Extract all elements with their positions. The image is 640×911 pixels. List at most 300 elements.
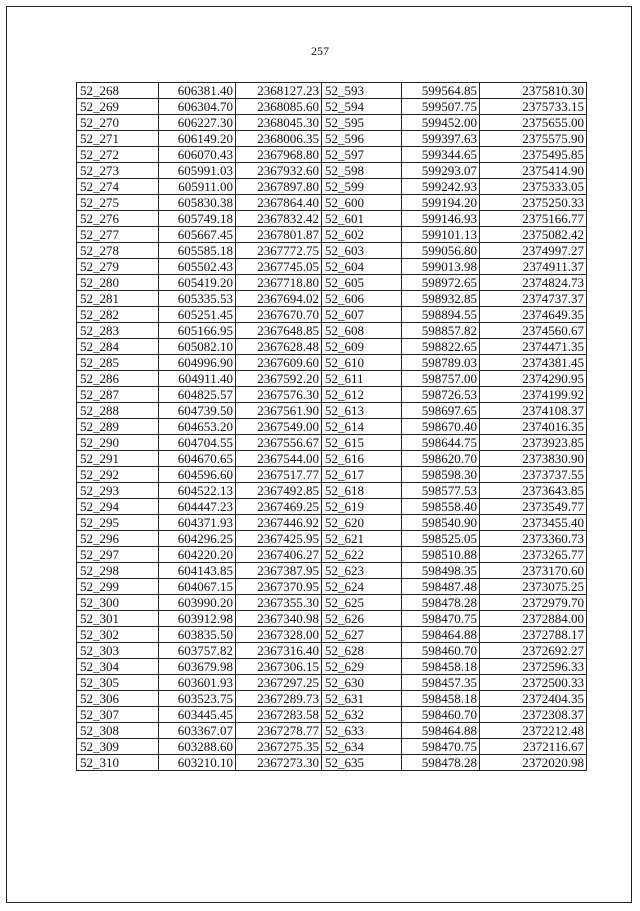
y-coordinate-right-cell: 2374471.35 bbox=[480, 339, 587, 355]
y-coordinate-right-cell: 2374649.35 bbox=[480, 307, 587, 323]
table-row bbox=[77, 115, 587, 131]
y-coordinate-left-cell: 2368006.35 bbox=[236, 131, 322, 147]
y-coordinate-right-cell: 2373455.40 bbox=[480, 515, 587, 531]
y-coordinate-right-cell: 2373549.77 bbox=[480, 499, 587, 515]
x-coordinate-right-cell: 599013.98 bbox=[402, 259, 480, 275]
x-coordinate-left-cell: 603445.45 bbox=[159, 707, 236, 723]
y-coordinate-left-cell: 2367670.70 bbox=[236, 307, 322, 323]
point-id-left-cell: 52_269 bbox=[77, 99, 159, 115]
x-coordinate-left-cell: 605991.03 bbox=[159, 163, 236, 179]
point-id-left-cell: 52_301 bbox=[77, 611, 159, 627]
y-coordinate-left-cell: 2367648.85 bbox=[236, 323, 322, 339]
point-id-right-cell: 52_611 bbox=[322, 371, 402, 387]
y-coordinate-left-cell: 2367772.75 bbox=[236, 243, 322, 259]
y-coordinate-right-cell: 2374560.67 bbox=[480, 323, 587, 339]
point-id-left-cell: 52_276 bbox=[77, 211, 159, 227]
point-id-left-cell: 52_273 bbox=[77, 163, 159, 179]
point-id-left-cell: 52_271 bbox=[77, 131, 159, 147]
x-coordinate-right-cell: 598644.75 bbox=[402, 435, 480, 451]
y-coordinate-right-cell: 2372884.00 bbox=[480, 611, 587, 627]
x-coordinate-left-cell: 603601.93 bbox=[159, 675, 236, 691]
x-coordinate-left-cell: 604704.55 bbox=[159, 435, 236, 451]
y-coordinate-left-cell: 2367469.25 bbox=[236, 499, 322, 515]
y-coordinate-right-cell: 2372308.37 bbox=[480, 707, 587, 723]
x-coordinate-left-cell: 606149.20 bbox=[159, 131, 236, 147]
table-row bbox=[77, 323, 587, 339]
point-id-right-cell: 52_602 bbox=[322, 227, 402, 243]
point-id-left-cell: 52_308 bbox=[77, 723, 159, 739]
point-id-left-cell: 52_297 bbox=[77, 547, 159, 563]
table-row bbox=[77, 483, 587, 499]
y-coordinate-left-cell: 2367370.95 bbox=[236, 579, 322, 595]
y-coordinate-left-cell: 2367316.40 bbox=[236, 643, 322, 659]
y-coordinate-right-cell: 2373737.55 bbox=[480, 467, 587, 483]
x-coordinate-right-cell: 598558.40 bbox=[402, 499, 480, 515]
point-id-right-cell: 52_608 bbox=[322, 323, 402, 339]
table-row bbox=[77, 515, 587, 531]
y-coordinate-left-cell: 2367556.67 bbox=[236, 435, 322, 451]
y-coordinate-left-cell: 2367278.77 bbox=[236, 723, 322, 739]
table-row bbox=[77, 339, 587, 355]
table-row bbox=[77, 403, 587, 419]
table-row bbox=[77, 499, 587, 515]
point-id-left-cell: 52_296 bbox=[77, 531, 159, 547]
x-coordinate-left-cell: 605749.18 bbox=[159, 211, 236, 227]
y-coordinate-right-cell: 2374108.37 bbox=[480, 403, 587, 419]
point-id-right-cell: 52_598 bbox=[322, 163, 402, 179]
point-id-right-cell: 52_621 bbox=[322, 531, 402, 547]
y-coordinate-left-cell: 2367306.15 bbox=[236, 659, 322, 675]
point-id-left-cell: 52_307 bbox=[77, 707, 159, 723]
table-row bbox=[77, 691, 587, 707]
x-coordinate-right-cell: 598540.90 bbox=[402, 515, 480, 531]
x-coordinate-left-cell: 605166.95 bbox=[159, 323, 236, 339]
point-id-right-cell: 52_618 bbox=[322, 483, 402, 499]
point-id-right-cell: 52_625 bbox=[322, 595, 402, 611]
x-coordinate-left-cell: 604996.90 bbox=[159, 355, 236, 371]
y-coordinate-right-cell: 2375575.90 bbox=[480, 131, 587, 147]
table-row bbox=[77, 755, 587, 771]
y-coordinate-left-cell: 2367576.30 bbox=[236, 387, 322, 403]
x-coordinate-right-cell: 598478.28 bbox=[402, 755, 480, 771]
y-coordinate-right-cell: 2375414.90 bbox=[480, 163, 587, 179]
x-coordinate-right-cell: 598458.18 bbox=[402, 659, 480, 675]
point-id-left-cell: 52_287 bbox=[77, 387, 159, 403]
y-coordinate-left-cell: 2367718.80 bbox=[236, 275, 322, 291]
table-row bbox=[77, 547, 587, 563]
point-id-left-cell: 52_268 bbox=[77, 83, 159, 99]
y-coordinate-left-cell: 2367561.90 bbox=[236, 403, 322, 419]
x-coordinate-right-cell: 598464.88 bbox=[402, 627, 480, 643]
point-id-right-cell: 52_629 bbox=[322, 659, 402, 675]
point-id-right-cell: 52_605 bbox=[322, 275, 402, 291]
x-coordinate-left-cell: 605502.43 bbox=[159, 259, 236, 275]
x-coordinate-right-cell: 598822.65 bbox=[402, 339, 480, 355]
x-coordinate-right-cell: 598498.35 bbox=[402, 563, 480, 579]
y-coordinate-right-cell: 2374016.35 bbox=[480, 419, 587, 435]
table-row bbox=[77, 275, 587, 291]
table-row bbox=[77, 179, 587, 195]
table-row bbox=[77, 243, 587, 259]
y-coordinate-right-cell: 2375733.15 bbox=[480, 99, 587, 115]
point-id-left-cell: 52_288 bbox=[77, 403, 159, 419]
x-coordinate-right-cell: 598457.35 bbox=[402, 675, 480, 691]
x-coordinate-left-cell: 605082.10 bbox=[159, 339, 236, 355]
point-id-right-cell: 52_610 bbox=[322, 355, 402, 371]
y-coordinate-right-cell: 2375166.77 bbox=[480, 211, 587, 227]
x-coordinate-left-cell: 603912.98 bbox=[159, 611, 236, 627]
point-id-left-cell: 52_306 bbox=[77, 691, 159, 707]
x-coordinate-right-cell: 598510.88 bbox=[402, 547, 480, 563]
point-id-right-cell: 52_604 bbox=[322, 259, 402, 275]
point-id-left-cell: 52_292 bbox=[77, 467, 159, 483]
x-coordinate-left-cell: 603367.07 bbox=[159, 723, 236, 739]
point-id-right-cell: 52_632 bbox=[322, 707, 402, 723]
table-row bbox=[77, 435, 587, 451]
point-id-right-cell: 52_614 bbox=[322, 419, 402, 435]
y-coordinate-right-cell: 2373830.90 bbox=[480, 451, 587, 467]
y-coordinate-left-cell: 2367387.95 bbox=[236, 563, 322, 579]
point-id-left-cell: 52_302 bbox=[77, 627, 159, 643]
point-id-right-cell: 52_607 bbox=[322, 307, 402, 323]
point-id-right-cell: 52_615 bbox=[322, 435, 402, 451]
point-id-right-cell: 52_627 bbox=[322, 627, 402, 643]
x-coordinate-right-cell: 599242.93 bbox=[402, 179, 480, 195]
page-number: 257 bbox=[311, 44, 329, 58]
point-id-left-cell: 52_285 bbox=[77, 355, 159, 371]
table-row bbox=[77, 163, 587, 179]
y-coordinate-right-cell: 2372020.98 bbox=[480, 755, 587, 771]
point-id-right-cell: 52_603 bbox=[322, 243, 402, 259]
point-id-left-cell: 52_289 bbox=[77, 419, 159, 435]
y-coordinate-right-cell: 2372692.27 bbox=[480, 643, 587, 659]
point-id-left-cell: 52_277 bbox=[77, 227, 159, 243]
point-id-right-cell: 52_635 bbox=[322, 755, 402, 771]
x-coordinate-left-cell: 604670.65 bbox=[159, 451, 236, 467]
y-coordinate-left-cell: 2367289.73 bbox=[236, 691, 322, 707]
table-row bbox=[77, 355, 587, 371]
table-row bbox=[77, 659, 587, 675]
table-row bbox=[77, 563, 587, 579]
y-coordinate-right-cell: 2372596.33 bbox=[480, 659, 587, 675]
point-id-right-cell: 52_613 bbox=[322, 403, 402, 419]
x-coordinate-right-cell: 599507.75 bbox=[402, 99, 480, 115]
x-coordinate-right-cell: 598460.70 bbox=[402, 643, 480, 659]
point-id-left-cell: 52_304 bbox=[77, 659, 159, 675]
point-id-left-cell: 52_305 bbox=[77, 675, 159, 691]
y-coordinate-left-cell: 2367275.35 bbox=[236, 739, 322, 755]
point-id-left-cell: 52_280 bbox=[77, 275, 159, 291]
point-id-right-cell: 52_596 bbox=[322, 131, 402, 147]
y-coordinate-right-cell: 2372212.48 bbox=[480, 723, 587, 739]
point-id-right-cell: 52_595 bbox=[322, 115, 402, 131]
x-coordinate-left-cell: 606227.30 bbox=[159, 115, 236, 131]
y-coordinate-right-cell: 2373265.77 bbox=[480, 547, 587, 563]
y-coordinate-left-cell: 2367297.25 bbox=[236, 675, 322, 691]
point-id-right-cell: 52_609 bbox=[322, 339, 402, 355]
x-coordinate-left-cell: 606381.40 bbox=[159, 83, 236, 99]
point-id-right-cell: 52_623 bbox=[322, 563, 402, 579]
point-id-right-cell: 52_633 bbox=[322, 723, 402, 739]
y-coordinate-left-cell: 2367283.58 bbox=[236, 707, 322, 723]
x-coordinate-right-cell: 598726.53 bbox=[402, 387, 480, 403]
x-coordinate-right-cell: 598487.48 bbox=[402, 579, 480, 595]
coordinates-table bbox=[76, 82, 587, 771]
table-row bbox=[77, 195, 587, 211]
x-coordinate-left-cell: 604825.57 bbox=[159, 387, 236, 403]
table-row bbox=[77, 627, 587, 643]
y-coordinate-right-cell: 2372500.33 bbox=[480, 675, 587, 691]
y-coordinate-left-cell: 2367968.80 bbox=[236, 147, 322, 163]
y-coordinate-right-cell: 2375082.42 bbox=[480, 227, 587, 243]
x-coordinate-left-cell: 603210.10 bbox=[159, 755, 236, 771]
y-coordinate-left-cell: 2367355.30 bbox=[236, 595, 322, 611]
y-coordinate-right-cell: 2373923.85 bbox=[480, 435, 587, 451]
point-id-left-cell: 52_298 bbox=[77, 563, 159, 579]
y-coordinate-left-cell: 2367492.85 bbox=[236, 483, 322, 499]
x-coordinate-right-cell: 598857.82 bbox=[402, 323, 480, 339]
table-row bbox=[77, 259, 587, 275]
point-id-left-cell: 52_282 bbox=[77, 307, 159, 323]
table-row bbox=[77, 611, 587, 627]
x-coordinate-left-cell: 605667.45 bbox=[159, 227, 236, 243]
x-coordinate-left-cell: 604911.40 bbox=[159, 371, 236, 387]
y-coordinate-right-cell: 2374381.45 bbox=[480, 355, 587, 371]
y-coordinate-left-cell: 2367745.05 bbox=[236, 259, 322, 275]
x-coordinate-left-cell: 606070.43 bbox=[159, 147, 236, 163]
x-coordinate-right-cell: 599146.93 bbox=[402, 211, 480, 227]
table-row bbox=[77, 291, 587, 307]
x-coordinate-left-cell: 604739.50 bbox=[159, 403, 236, 419]
point-id-left-cell: 52_286 bbox=[77, 371, 159, 387]
coordinates-table-body bbox=[77, 83, 587, 771]
x-coordinate-left-cell: 605419.20 bbox=[159, 275, 236, 291]
table-row bbox=[77, 419, 587, 435]
point-id-left-cell: 52_295 bbox=[77, 515, 159, 531]
table-row bbox=[77, 83, 587, 99]
x-coordinate-right-cell: 598932.85 bbox=[402, 291, 480, 307]
point-id-right-cell: 52_601 bbox=[322, 211, 402, 227]
table-row bbox=[77, 307, 587, 323]
table-row bbox=[77, 387, 587, 403]
table-row bbox=[77, 723, 587, 739]
x-coordinate-right-cell: 598464.88 bbox=[402, 723, 480, 739]
table-row bbox=[77, 739, 587, 755]
y-coordinate-right-cell: 2373170.60 bbox=[480, 563, 587, 579]
y-coordinate-right-cell: 2372404.35 bbox=[480, 691, 587, 707]
x-coordinate-right-cell: 598577.53 bbox=[402, 483, 480, 499]
table-row bbox=[77, 707, 587, 723]
x-coordinate-right-cell: 598470.75 bbox=[402, 611, 480, 627]
y-coordinate-right-cell: 2375655.00 bbox=[480, 115, 587, 131]
y-coordinate-left-cell: 2367609.60 bbox=[236, 355, 322, 371]
point-id-left-cell: 52_275 bbox=[77, 195, 159, 211]
x-coordinate-left-cell: 604220.20 bbox=[159, 547, 236, 563]
point-id-right-cell: 52_628 bbox=[322, 643, 402, 659]
point-id-left-cell: 52_291 bbox=[77, 451, 159, 467]
x-coordinate-left-cell: 603523.75 bbox=[159, 691, 236, 707]
x-coordinate-left-cell: 605911.00 bbox=[159, 179, 236, 195]
table-row bbox=[77, 579, 587, 595]
x-coordinate-right-cell: 598894.55 bbox=[402, 307, 480, 323]
y-coordinate-left-cell: 2367273.30 bbox=[236, 755, 322, 771]
y-coordinate-right-cell: 2374997.27 bbox=[480, 243, 587, 259]
point-id-left-cell: 52_270 bbox=[77, 115, 159, 131]
x-coordinate-right-cell: 599101.13 bbox=[402, 227, 480, 243]
x-coordinate-right-cell: 599344.65 bbox=[402, 147, 480, 163]
x-coordinate-left-cell: 604596.60 bbox=[159, 467, 236, 483]
point-id-left-cell: 52_293 bbox=[77, 483, 159, 499]
x-coordinate-left-cell: 604522.13 bbox=[159, 483, 236, 499]
x-coordinate-right-cell: 598757.00 bbox=[402, 371, 480, 387]
x-coordinate-left-cell: 604653.20 bbox=[159, 419, 236, 435]
y-coordinate-left-cell: 2367897.80 bbox=[236, 179, 322, 195]
point-id-right-cell: 52_634 bbox=[322, 739, 402, 755]
x-coordinate-left-cell: 605335.53 bbox=[159, 291, 236, 307]
x-coordinate-left-cell: 606304.70 bbox=[159, 99, 236, 115]
y-coordinate-right-cell: 2375333.05 bbox=[480, 179, 587, 195]
y-coordinate-left-cell: 2367446.92 bbox=[236, 515, 322, 531]
table-row bbox=[77, 131, 587, 147]
x-coordinate-left-cell: 605830.38 bbox=[159, 195, 236, 211]
table-row bbox=[77, 531, 587, 547]
y-coordinate-right-cell: 2375250.33 bbox=[480, 195, 587, 211]
y-coordinate-left-cell: 2367801.87 bbox=[236, 227, 322, 243]
x-coordinate-right-cell: 598598.30 bbox=[402, 467, 480, 483]
x-coordinate-right-cell: 598670.40 bbox=[402, 419, 480, 435]
x-coordinate-right-cell: 599056.80 bbox=[402, 243, 480, 259]
x-coordinate-left-cell: 604296.25 bbox=[159, 531, 236, 547]
y-coordinate-left-cell: 2367340.98 bbox=[236, 611, 322, 627]
table-row bbox=[77, 595, 587, 611]
table-row bbox=[77, 643, 587, 659]
table-row bbox=[77, 99, 587, 115]
x-coordinate-right-cell: 598470.75 bbox=[402, 739, 480, 755]
y-coordinate-left-cell: 2367406.27 bbox=[236, 547, 322, 563]
x-coordinate-left-cell: 605251.45 bbox=[159, 307, 236, 323]
point-id-right-cell: 52_597 bbox=[322, 147, 402, 163]
point-id-right-cell: 52_600 bbox=[322, 195, 402, 211]
table-row bbox=[77, 371, 587, 387]
y-coordinate-left-cell: 2367832.42 bbox=[236, 211, 322, 227]
y-coordinate-left-cell: 2367932.60 bbox=[236, 163, 322, 179]
x-coordinate-right-cell: 599564.85 bbox=[402, 83, 480, 99]
point-id-right-cell: 52_626 bbox=[322, 611, 402, 627]
y-coordinate-left-cell: 2367425.95 bbox=[236, 531, 322, 547]
x-coordinate-right-cell: 598789.03 bbox=[402, 355, 480, 371]
point-id-right-cell: 52_612 bbox=[322, 387, 402, 403]
x-coordinate-right-cell: 598972.65 bbox=[402, 275, 480, 291]
point-id-left-cell: 52_299 bbox=[77, 579, 159, 595]
point-id-right-cell: 52_617 bbox=[322, 467, 402, 483]
point-id-left-cell: 52_290 bbox=[77, 435, 159, 451]
x-coordinate-right-cell: 599452.00 bbox=[402, 115, 480, 131]
table-row bbox=[77, 227, 587, 243]
point-id-right-cell: 52_616 bbox=[322, 451, 402, 467]
y-coordinate-left-cell: 2367328.00 bbox=[236, 627, 322, 643]
table-row bbox=[77, 467, 587, 483]
y-coordinate-left-cell: 2367592.20 bbox=[236, 371, 322, 387]
y-coordinate-left-cell: 2367628.48 bbox=[236, 339, 322, 355]
y-coordinate-right-cell: 2374824.73 bbox=[480, 275, 587, 291]
x-coordinate-left-cell: 604067.15 bbox=[159, 579, 236, 595]
y-coordinate-left-cell: 2368045.30 bbox=[236, 115, 322, 131]
x-coordinate-left-cell: 604371.93 bbox=[159, 515, 236, 531]
x-coordinate-left-cell: 603835.50 bbox=[159, 627, 236, 643]
point-id-right-cell: 52_619 bbox=[322, 499, 402, 515]
point-id-left-cell: 52_278 bbox=[77, 243, 159, 259]
y-coordinate-right-cell: 2374199.92 bbox=[480, 387, 587, 403]
table-row bbox=[77, 147, 587, 163]
x-coordinate-right-cell: 598697.65 bbox=[402, 403, 480, 419]
point-id-left-cell: 52_309 bbox=[77, 739, 159, 755]
table-row bbox=[77, 451, 587, 467]
point-id-left-cell: 52_281 bbox=[77, 291, 159, 307]
x-coordinate-left-cell: 603757.82 bbox=[159, 643, 236, 659]
table-row bbox=[77, 675, 587, 691]
x-coordinate-left-cell: 603679.98 bbox=[159, 659, 236, 675]
point-id-left-cell: 52_300 bbox=[77, 595, 159, 611]
x-coordinate-left-cell: 604447.23 bbox=[159, 499, 236, 515]
y-coordinate-right-cell: 2374737.37 bbox=[480, 291, 587, 307]
x-coordinate-right-cell: 598525.05 bbox=[402, 531, 480, 547]
y-coordinate-left-cell: 2367517.77 bbox=[236, 467, 322, 483]
point-id-right-cell: 52_620 bbox=[322, 515, 402, 531]
y-coordinate-left-cell: 2367549.00 bbox=[236, 419, 322, 435]
y-coordinate-right-cell: 2373075.25 bbox=[480, 579, 587, 595]
point-id-right-cell: 52_630 bbox=[322, 675, 402, 691]
y-coordinate-left-cell: 2367864.40 bbox=[236, 195, 322, 211]
x-coordinate-left-cell: 603288.60 bbox=[159, 739, 236, 755]
x-coordinate-right-cell: 598478.28 bbox=[402, 595, 480, 611]
point-id-right-cell: 52_631 bbox=[322, 691, 402, 707]
point-id-left-cell: 52_310 bbox=[77, 755, 159, 771]
y-coordinate-right-cell: 2372788.17 bbox=[480, 627, 587, 643]
y-coordinate-right-cell: 2375495.85 bbox=[480, 147, 587, 163]
x-coordinate-right-cell: 598620.70 bbox=[402, 451, 480, 467]
point-id-left-cell: 52_279 bbox=[77, 259, 159, 275]
y-coordinate-right-cell: 2372116.67 bbox=[480, 739, 587, 755]
y-coordinate-right-cell: 2374290.95 bbox=[480, 371, 587, 387]
point-id-left-cell: 52_284 bbox=[77, 339, 159, 355]
x-coordinate-right-cell: 599397.63 bbox=[402, 131, 480, 147]
point-id-right-cell: 52_599 bbox=[322, 179, 402, 195]
x-coordinate-right-cell: 598460.70 bbox=[402, 707, 480, 723]
y-coordinate-right-cell: 2372979.70 bbox=[480, 595, 587, 611]
y-coordinate-right-cell: 2373643.85 bbox=[480, 483, 587, 499]
x-coordinate-right-cell: 599194.20 bbox=[402, 195, 480, 211]
point-id-right-cell: 52_594 bbox=[322, 99, 402, 115]
point-id-left-cell: 52_272 bbox=[77, 147, 159, 163]
point-id-right-cell: 52_622 bbox=[322, 547, 402, 563]
point-id-left-cell: 52_274 bbox=[77, 179, 159, 195]
y-coordinate-left-cell: 2368127.23 bbox=[236, 83, 322, 99]
table-row bbox=[77, 211, 587, 227]
point-id-left-cell: 52_303 bbox=[77, 643, 159, 659]
y-coordinate-left-cell: 2367544.00 bbox=[236, 451, 322, 467]
y-coordinate-left-cell: 2367694.02 bbox=[236, 291, 322, 307]
y-coordinate-right-cell: 2375810.30 bbox=[480, 83, 587, 99]
point-id-left-cell: 52_294 bbox=[77, 499, 159, 515]
x-coordinate-left-cell: 604143.85 bbox=[159, 563, 236, 579]
point-id-right-cell: 52_593 bbox=[322, 83, 402, 99]
x-coordinate-right-cell: 598458.18 bbox=[402, 691, 480, 707]
y-coordinate-right-cell: 2374911.37 bbox=[480, 259, 587, 275]
x-coordinate-left-cell: 603990.20 bbox=[159, 595, 236, 611]
y-coordinate-right-cell: 2373360.73 bbox=[480, 531, 587, 547]
point-id-right-cell: 52_606 bbox=[322, 291, 402, 307]
x-coordinate-left-cell: 605585.18 bbox=[159, 243, 236, 259]
